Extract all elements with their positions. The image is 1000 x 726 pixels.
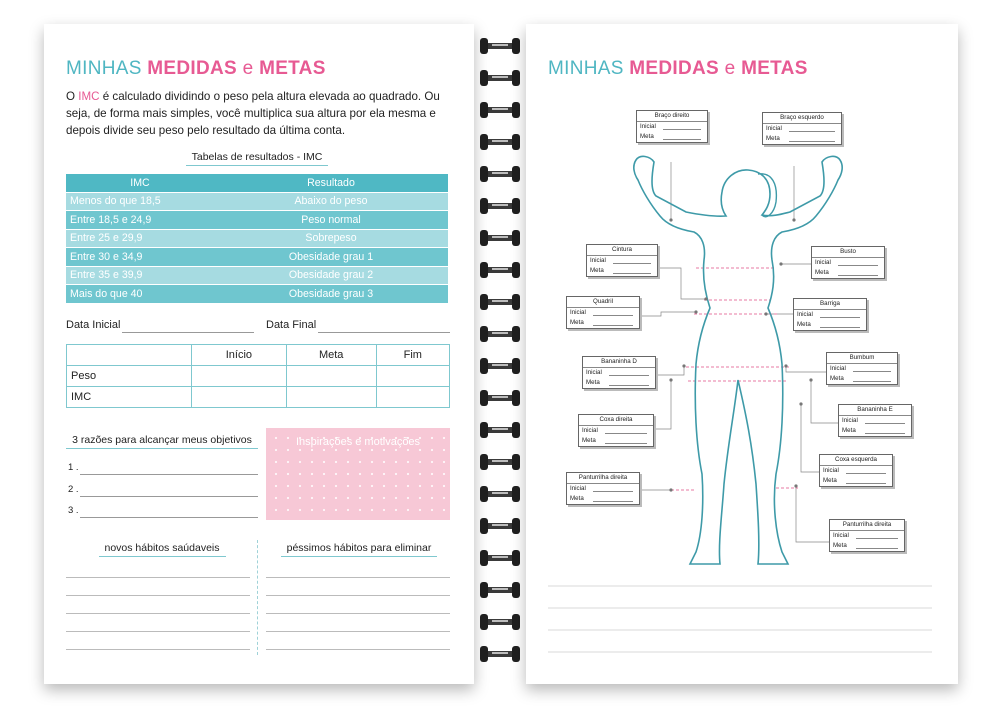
reason-number: 3 .: [68, 505, 79, 516]
box-braco-direito[interactable]: [636, 110, 708, 143]
table-row: [66, 266, 448, 285]
imc-result: Obesidade grau 1: [214, 248, 448, 267]
box-row-inicial: [587, 256, 657, 266]
box-row-label: Inicial: [830, 365, 846, 372]
box-row-meta: [839, 426, 911, 436]
page-title: [66, 58, 326, 80]
box-coxa-direita[interactable]: [578, 414, 654, 447]
meas-cell[interactable]: [192, 387, 287, 408]
box-row-inicial: [839, 416, 911, 426]
box-row-inicial: [812, 258, 884, 268]
spiral-ring: [478, 454, 522, 470]
notes-lines: [548, 586, 932, 652]
spiral-ring: [478, 646, 522, 662]
imc-range: Mais do que 40: [66, 285, 214, 304]
title-medidas: MEDIDAS: [629, 58, 720, 79]
box-title: Panturrilha direita: [830, 520, 904, 531]
box-row-label: Inicial: [570, 485, 586, 492]
reasons-title-text: 3 razões para alcançar meus objetivos: [66, 434, 258, 449]
box-title: Bananinha E: [839, 405, 911, 416]
box-row-meta: [812, 268, 884, 278]
box-row-label: Inicial: [582, 427, 598, 434]
box-row-meta: [579, 436, 653, 446]
imc-result: Obesidade grau 2: [214, 266, 448, 285]
imc-range: Entre 18,5 e 24,9: [66, 211, 214, 230]
box-row-meta: [827, 374, 897, 384]
spiral-ring: [478, 230, 522, 246]
box-bananinha-e[interactable]: [838, 404, 912, 437]
imc-table-header: [66, 174, 448, 192]
imc-range: Entre 25 e 29,9: [66, 229, 214, 248]
box-barriga[interactable]: [793, 298, 867, 331]
right-page: [526, 24, 958, 684]
imc-table-title: [66, 151, 448, 166]
box-title: Barriga: [794, 299, 866, 310]
bad-habits-title-text: péssimos hábitos para eliminar: [281, 542, 438, 557]
box-row-meta: [830, 541, 904, 551]
connector-line: [638, 312, 696, 316]
imc-range: Menos do que 18,5: [66, 192, 214, 211]
table-row: [66, 192, 448, 211]
box-row-label: Inicial: [586, 369, 602, 376]
data-inicial-line[interactable]: [122, 332, 254, 333]
spiral-ring: [478, 166, 522, 182]
habit-line[interactable]: [266, 649, 450, 650]
box-row-meta: [794, 320, 866, 330]
imc-intro-text: [66, 88, 458, 139]
meas-cell[interactable]: [286, 387, 376, 408]
measurements-header: [67, 345, 450, 366]
imc-header-resultado: Resultado: [214, 174, 448, 192]
box-row-label: Inicial: [766, 125, 782, 132]
left-page: [44, 24, 474, 684]
data-final-label: Data Final: [266, 319, 317, 331]
title-minhas: MINHAS: [548, 58, 624, 79]
title-minhas: MINHAS: [66, 58, 142, 79]
connector-line: [656, 268, 706, 299]
woman-silhouette-outline: [634, 156, 842, 564]
connector-line: [801, 404, 819, 472]
box-row-label: Inicial: [815, 259, 831, 266]
box-title: Bananinha D: [583, 357, 655, 368]
box-cintura[interactable]: [586, 244, 658, 277]
spiral-ring: [478, 294, 522, 310]
box-quadril[interactable]: [566, 296, 640, 329]
spiral-ring: [478, 390, 522, 406]
reason-number: 1 .: [68, 462, 79, 473]
meas-row-label: Peso: [67, 366, 192, 387]
spiral-ring: [478, 262, 522, 278]
box-row-label: Meta: [766, 135, 780, 142]
table-row: [66, 211, 448, 230]
title-metas: METAS: [741, 58, 808, 79]
meas-cell[interactable]: [376, 387, 449, 408]
box-row-meta: [820, 476, 892, 486]
table-row: [66, 229, 448, 248]
reason-line[interactable]: [80, 496, 258, 497]
reasons-title: [66, 434, 258, 449]
box-title: Cintura: [587, 245, 657, 256]
box-title: Panturrilha direita: [567, 473, 639, 484]
box-row-meta: [637, 132, 707, 142]
box-row-label: Meta: [570, 319, 584, 326]
intro-part-2: é calculado dividindo o peso pela altura elevada ao quadrado. Ou seja, de forma mais simples, você multiplica sua altura por ela mesma e depois divide seu peso pelo resultado da última conta.: [66, 90, 440, 137]
box-row-meta: [763, 134, 841, 144]
connector-line: [811, 380, 838, 423]
connector-line: [786, 366, 826, 372]
title-e: e: [242, 58, 254, 79]
title-e: e: [724, 58, 736, 79]
spiral-ring: [478, 486, 522, 502]
data-final-line[interactable]: [318, 332, 450, 333]
measure-dots: [669, 218, 812, 491]
box-row-meta: [567, 494, 639, 504]
box-row-label: Meta: [570, 495, 584, 502]
box-panturrilha-direita-right[interactable]: [829, 519, 905, 552]
box-row-label: Meta: [640, 133, 654, 140]
box-row-label: Inicial: [842, 417, 858, 424]
imc-range: Entre 30 e 34,9: [66, 248, 214, 267]
box-row-label: Meta: [582, 437, 596, 444]
meas-cell[interactable]: [192, 366, 287, 387]
meas-header-meta: Meta: [286, 345, 376, 366]
box-row-inicial: [794, 310, 866, 320]
spiral-ring: [478, 102, 522, 118]
box-row-label: Meta: [823, 477, 837, 484]
spiral-ring: [478, 70, 522, 86]
imc-table-title-text: Tabelas de resultados - IMC: [186, 151, 329, 166]
box-braco-esquerdo[interactable]: [762, 112, 842, 145]
spiral-ring: [478, 134, 522, 150]
box-title: Busto: [812, 247, 884, 258]
box-row-inicial: [637, 122, 707, 132]
box-row-meta: [567, 318, 639, 328]
box-title: Bumbum: [827, 353, 897, 364]
meas-row-label: IMC: [67, 387, 192, 408]
box-title: Braço direito: [637, 111, 707, 122]
box-row-meta: [587, 266, 657, 276]
spiral-ring: [478, 614, 522, 630]
table-row: [67, 366, 450, 387]
habits-divider: [257, 540, 258, 655]
box-row-label: Inicial: [833, 532, 849, 539]
spiral-ring: [478, 422, 522, 438]
box-row-inicial: [579, 426, 653, 436]
table-row: [66, 285, 448, 304]
box-row-label: Inicial: [590, 257, 606, 264]
intro-part-1: O: [66, 90, 79, 103]
box-row-inicial: [827, 364, 897, 374]
reason-number: 2 .: [68, 484, 79, 495]
box-row-inicial: [830, 531, 904, 541]
habit-line[interactable]: [266, 595, 450, 596]
box-row-inicial: [567, 484, 639, 494]
habit-line[interactable]: [66, 577, 250, 578]
box-row-label: Meta: [830, 375, 844, 382]
box-row-label: Meta: [797, 321, 811, 328]
box-row-label: Meta: [842, 427, 856, 434]
box-title: Coxa esquerda: [820, 455, 892, 466]
spiral-ring: [478, 518, 522, 534]
inspiration-title: Inspirações e motivações: [295, 436, 421, 448]
box-row-label: Meta: [815, 269, 829, 276]
title-medidas: MEDIDAS: [147, 58, 238, 79]
spiral-ring: [478, 326, 522, 342]
imc-result: Sobrepeso: [214, 229, 448, 248]
box-row-label: Meta: [833, 542, 847, 549]
habit-line[interactable]: [66, 613, 250, 614]
imc-results-table: [66, 174, 448, 304]
box-row-inicial: [763, 124, 841, 134]
box-row-label: Inicial: [797, 311, 813, 318]
table-row: [67, 387, 450, 408]
habit-line[interactable]: [66, 595, 250, 596]
title-metas: METAS: [259, 58, 326, 79]
inspiration-box[interactable]: [266, 428, 450, 520]
spiral-ring: [478, 358, 522, 374]
table-row: [66, 248, 448, 267]
meas-header-inicio: Início: [192, 345, 287, 366]
meas-cell[interactable]: [286, 366, 376, 387]
habit-line[interactable]: [66, 631, 250, 632]
imc-result: Peso normal: [214, 211, 448, 230]
meas-header-blank: [67, 345, 192, 366]
box-title: Quadril: [567, 297, 639, 308]
box-bananinha-d[interactable]: [582, 356, 656, 389]
box-panturrilha-direita-left[interactable]: [566, 472, 640, 505]
box-row-label: Inicial: [640, 123, 656, 130]
box-title: Braço esquerdo: [763, 113, 841, 124]
box-row-label: Inicial: [570, 309, 586, 316]
imc-result: Obesidade grau 3: [214, 285, 448, 304]
intro-imc: IMC: [78, 90, 100, 103]
habit-line[interactable]: [266, 613, 450, 614]
new-habits-title-text: novos hábitos saúdaveis: [99, 542, 226, 557]
meas-cell[interactable]: [376, 366, 449, 387]
box-row-label: Meta: [590, 267, 604, 274]
spiral-ring: [478, 582, 522, 598]
imc-header-imc: IMC: [66, 174, 214, 192]
bad-habits-title: [266, 542, 452, 557]
box-bumbum[interactable]: [826, 352, 898, 385]
spiral-ring: [478, 38, 522, 54]
box-row-label: Inicial: [823, 467, 839, 474]
reason-line[interactable]: [80, 474, 258, 475]
connector-line: [796, 486, 829, 542]
box-row-meta: [583, 378, 655, 388]
habit-line[interactable]: [266, 577, 450, 578]
box-row-inicial: [583, 368, 655, 378]
connector-line: [654, 366, 684, 375]
box-row-label: Meta: [586, 379, 600, 386]
spiral-ring: [478, 198, 522, 214]
habit-line[interactable]: [266, 631, 450, 632]
imc-range: Entre 35 e 39,9: [66, 266, 214, 285]
imc-result: Abaixo do peso: [214, 192, 448, 211]
box-coxa-esquerda[interactable]: [819, 454, 893, 487]
box-busto[interactable]: [811, 246, 885, 279]
habit-line[interactable]: [66, 649, 250, 650]
spiral-binding: [478, 38, 522, 678]
box-row-inicial: [820, 466, 892, 476]
reason-line[interactable]: [80, 517, 258, 518]
meas-header-fim: Fim: [376, 345, 449, 366]
measurements-table: [66, 344, 450, 408]
new-habits-title: [66, 542, 258, 557]
box-title: Coxa direita: [579, 415, 653, 426]
spiral-ring: [478, 550, 522, 566]
connector-lines: [638, 162, 838, 542]
data-inicial-label: Data Inicial: [66, 319, 121, 331]
box-row-inicial: [567, 308, 639, 318]
